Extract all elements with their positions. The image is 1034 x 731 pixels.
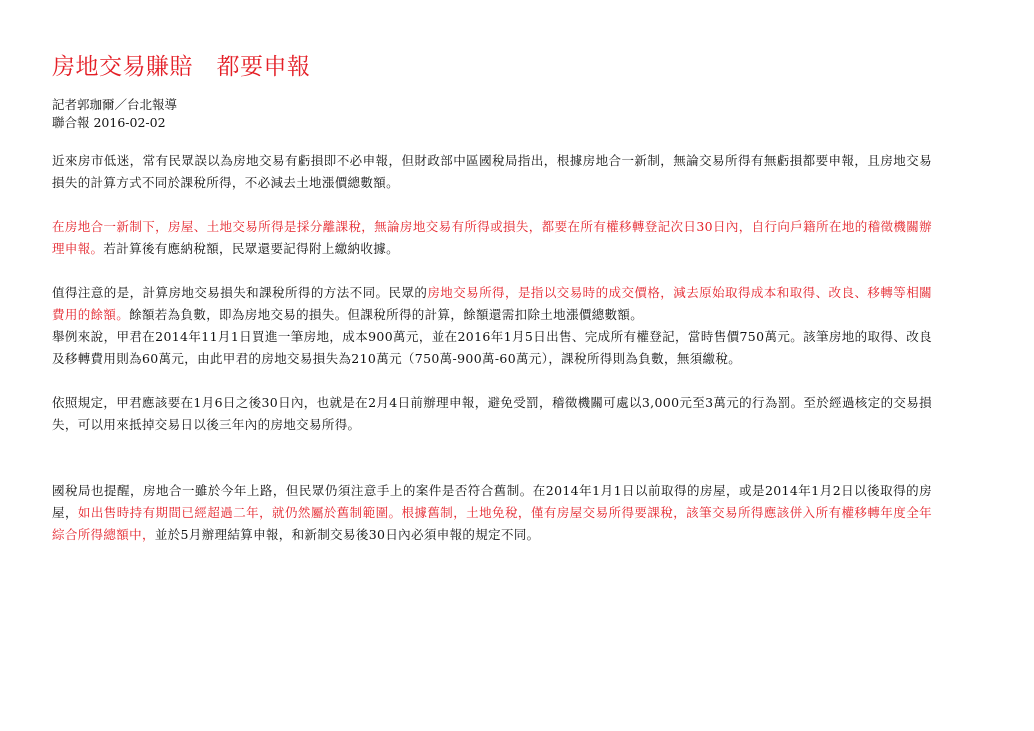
paragraph-5 xyxy=(52,392,932,436)
paragraph-4-text: 舉例來說，甲君在2014年11月1日買進一筆房地，成本900萬元，並在2016年1月5日出售、完成所有權登記，當時售價750萬元。該筆房地的取得、改良及移轉費用則為60萬元，由此甲君的房地交易損失為210萬元（750萬-900萬-60萬元），課稅所得則為負數，無須繳稅。 xyxy=(52,329,932,366)
paragraph-6-highlight: 如出售時持有期間已經超過二年，就仍然屬於舊制範圍。根據舊制，土地免稅，僅有房屋交易所得要課稅，該筆交易所得應該併入所有權移轉年度全年綜合所得總額中， xyxy=(52,505,932,542)
paragraph-2-text: 若計算後有應納稅額，民眾還要記得附上繳納收據。 xyxy=(103,241,399,256)
article xyxy=(52,50,932,568)
article-title: 房地交易賺賠 都要申報 xyxy=(52,54,311,80)
paragraph-3 xyxy=(52,282,932,326)
byline: 記者郭珈爾／台北報導 xyxy=(52,97,178,112)
paragraph-6 xyxy=(52,480,932,546)
paragraph-2 xyxy=(52,216,932,260)
paragraph-4 xyxy=(52,326,932,370)
paragraph-3-text-a: 值得注意的是，計算房地交易損失和課稅所得的方法不同。民眾的 xyxy=(52,285,428,300)
paragraph-1-text: 近來房市低迷，常有民眾誤以為房地交易有虧損即不必申報，但財政部中區國稅局指出，根據房地合一新制，無論交易所得有無虧損都要申報，且房地交易損失的計算方式不同於課稅所得，不必減去土地漲價總數額。 xyxy=(52,153,932,190)
paragraph-5-text: 依照規定，甲君應該要在1月6日之後30日內，也就是在2月4日前辦理申報，避免受罰，稽徵機關可處以3,000元至3萬元的行為罰。至於經過核定的交易損失，可以用來抵掉交易日以後三年內的房地交易所得。 xyxy=(52,395,932,432)
paragraph-1 xyxy=(52,150,932,194)
paragraph-3-text-b: 餘額若為負數，即為房地交易的損失。但課稅所得的計算，餘額還需扣除土地漲價總數額。 xyxy=(129,307,644,322)
paragraph-6-text-b: 並於5月辦理結算申報，和新制交易後30日內必須申報的規定不同。 xyxy=(154,527,540,542)
dateline: 聯合報 2016-02-02 xyxy=(52,115,166,130)
paragraph-2-highlight: 在房地合一新制下，房屋、土地交易所得是採分離課稅，無論房地交易有所得或損失，都要在所有權移轉登記次日30日內，自行向戶籍所在地的稽徵機關辦理申報。 xyxy=(52,219,932,256)
paragraph-3-highlight: 房地交易所得，是指以交易時的成交價格，減去原始取得成本和取得、改良、移轉等相關費用的餘額。 xyxy=(52,285,933,322)
paragraph-6-text-a: 國稅局也提醒，房地合一雖於今年上路，但民眾仍須注意手上的案件是否符合舊制。在2014年1月1日以前取得的房屋，或是2014年1月2日以後取得的房屋， xyxy=(52,483,932,520)
